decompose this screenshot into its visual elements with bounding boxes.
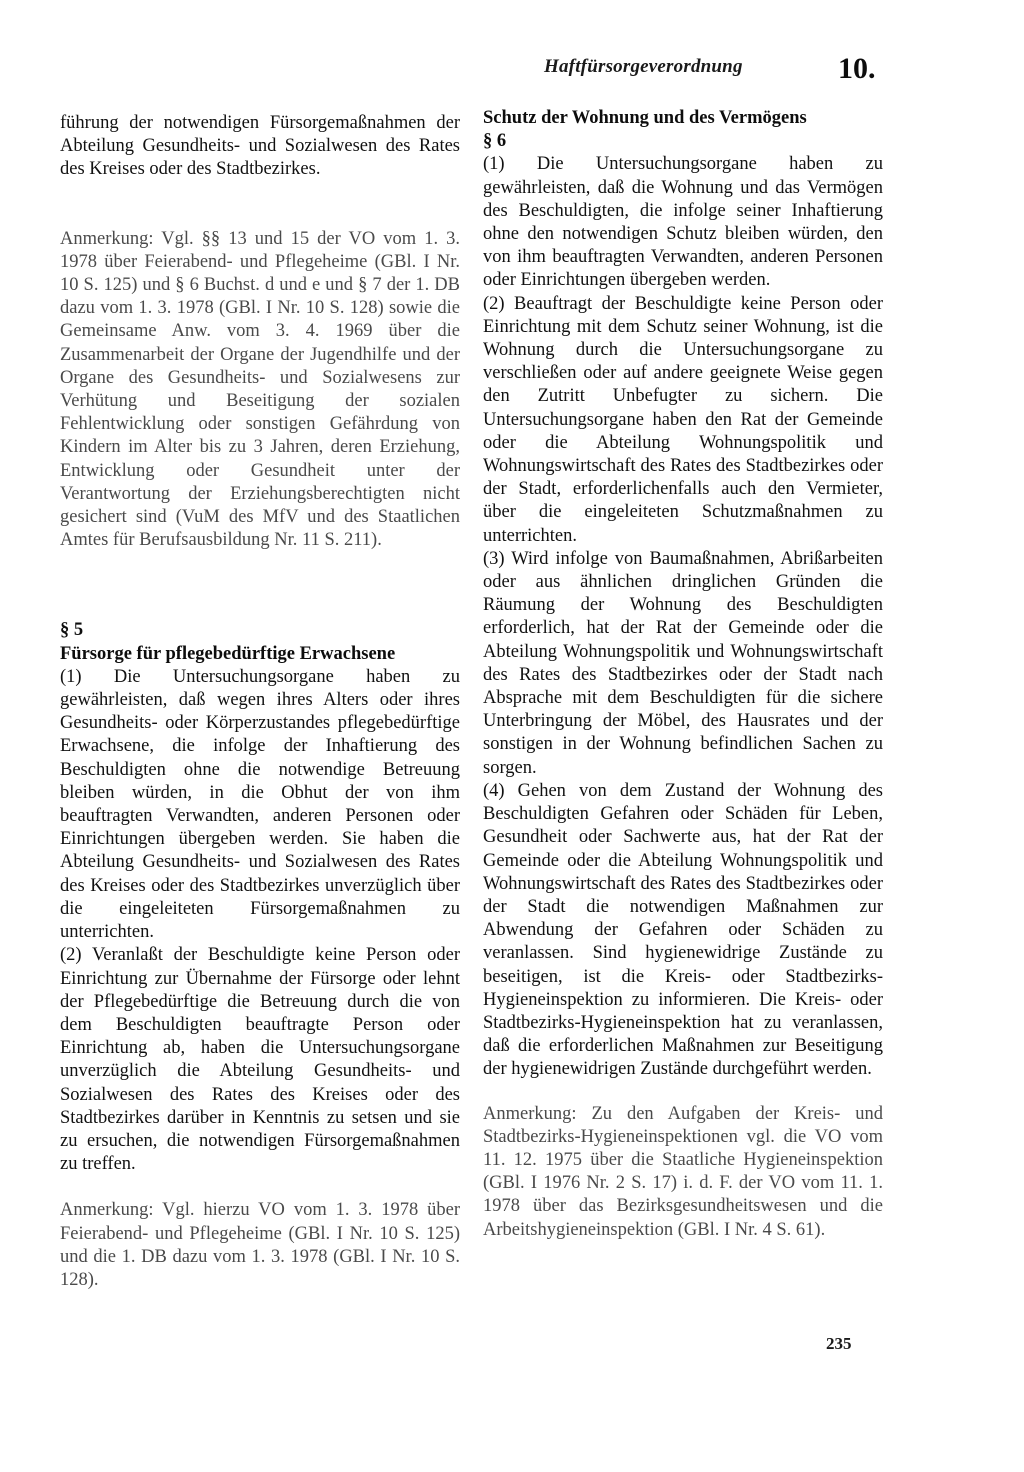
right-column xyxy=(483,107,883,1242)
section-number: § 6 xyxy=(483,131,507,152)
annotation-note: Anmerkung: Vgl. §§ 13 und 15 der VO vom 1. 3. 1978 über Feierabend- und Pflegeheime (GBl. I Nr. 10 S. 125) und § 6 Buchst. d und e und § 7 der 1. DB dazu vom 1. 3. 1978 (GBl. I Nr. 10 S. 128) sowie die Gemeinsame Anw. vom 3. 4. 1969 über die Zusammenarbeit der Organe der Jugendhilfe und der Organe des Gesundheits- und Sozialwesens zur Verhütung und Beseitigung der sozialen Fehlentwicklung oder sonstigen Gefährdung von Kindern im Alter bis zu 3 Jahren, deren Erziehung, Entwicklung oder Gesundheit unter der Verantwortung der Erziehungsberechtigten nicht gesichert sind (VuM des MfV und des Staatlichen Amtes für Berufsausbildung Nr. 11 S. 211). xyxy=(60,228,460,551)
chapter-number: 10. xyxy=(838,52,876,85)
annotation-note: Anmerkung: Vgl. hierzu VO vom 1. 3. 1978 über Feierabend- und Pflegeheime (GBl. I Nr. 10 S. 125) und die 1. DB dazu vom 1. 3. 1978 (GBl. I Nr. 10 S. 128). xyxy=(60,1200,460,1290)
section-title: Fürsorge für pflegebedürftige Erwachsene xyxy=(60,643,396,664)
section-paragraph: (2) Veranlaßt der Beschuldigte keine Person oder Einrichtung zur Übernahme der Fürsorge oder lehnt der Pflegebedürftige die Betreuung durch die von dem Beschuldigten beauftragte Person oder Einrichtung ab, haben die Untersuchungsorgane unverzüglich die Abteilung Gesundheits- und Sozialwesen des Rates des Kreises oder des Stadtbezirkes darüber in Kenntnis zu setsen und sie zu ersuchen, die notwendigen Fürsorgemaßnahmen zu treffen. xyxy=(60,945,460,1175)
section-paragraph: (1) Die Untersuchungsorgane haben zu gewährleisten, daß die Wohnung und das Vermögen des Beschuldigten, die infolge seiner Inhaftierung ohne den notwendigen Schutz bleiben würden, den von ihm beauftragten Verwandten, anderen Personen oder Einrichtungen übergeben werden. xyxy=(483,154,883,291)
continuation-paragraph: führung der notwendigen Fürsorgemaßnahmen der Abteilung Gesundheits- und Sozialwesen des Rates des Kreises oder des Stadtbezirkes. xyxy=(60,113,460,180)
annotation-note: Anmerkung: Zu den Aufgaben der Kreis- und Stadtbezirks-Hygieneinspektionen vgl. die VO vom 11. 12. 1975 über die Staatliche Hygieneinspektion (GBl. I 1976 Nr. 2 S. 17) i. d. F. der VO vom 11. 1. 1978 über das Bezirksgesundheitswesen und die Arbeitshygieneinspektion (GBl. I Nr. 4 S. 61). xyxy=(483,1103,883,1240)
running-title: Haftfürsorgeverordnung xyxy=(544,56,743,77)
page-number: 235 xyxy=(826,1334,852,1353)
section-paragraph: (1) Die Untersuchungsorgane haben zu gewährleisten, daß wegen ihres Alters oder ihres Gesundheits- oder Körperzustandes pflegebedürftige Erwachsene, die infolge der Inhaftierung des Beschuldigten ohne die notwendige Betreuung bleiben würden, in die Obhut der von ihm beauftragten Verwandten, anderen Personen oder Einrichtungen übergeben werden. Sie haben die Abteilung Gesundheits- und Sozialwesen des Rates des Kreises oder des Stadtbezirkes unverzüglich über die eingeleiteten Fürsorgemaßnahmen zu unterrichten. xyxy=(60,666,460,943)
left-column xyxy=(60,112,460,1292)
section-title: Schutz der Wohnung und des Vermögens xyxy=(483,108,807,128)
section-paragraph: (3) Wird infolge von Baumaßnahmen, Abrißarbeiten oder aus ähnlichen dringlichen Gründen die Räumung der Wohnung des Beschuldigten erforderlich, hat der Rat der Gemeinde oder die Abteilung Wohnungspolitik und Wohnungswirtschaft des Rates des Stadtbezirkes oder der Stadt nach Absprache mit dem Beschuldigten für die sichere Unterbringung der Möbel, des Hausrates und der sonstigen in der Wohnung befindlichen Sachen zu sorgen. xyxy=(483,548,883,778)
section-paragraph: (2) Beauftragt der Beschuldigte keine Person oder Einrichtung mit dem Schutz seiner Wohnung, ist die Wohnung durch die Untersuchungsorgane zu verschließen oder auf andere geeignete Weise gegen den Zutritt Unbefugter zu sichern. Die Untersuchungsorgane haben den Rat der Gemeinde oder die Abteilung Wohnungspolitik und Wohnungswirtschaft des Rates des Stadtbezirkes oder der Stadt, erforderlichenfalls auch den Vermieter, über die eingeleiteten Schutzmaßnahmen zu unterrichten. xyxy=(483,293,883,546)
section-number: § 5 xyxy=(60,620,84,641)
section-paragraph: (4) Gehen von dem Zustand der Wohnung des Beschuldigten Gefahren oder Schäden für Leben, Gesundheit oder Sachwerte aus, hat der Rat der Gemeinde oder die Abteilung Wohnungspolitik und Wohnungswirtschaft des Rates des Stadtbezirkes oder der Stadt die notwendigen Maßnahmen zur Abwendung der Gefahren oder Schäden zu veranlassen. Sind hygienewidrige Zustände zu beseitigen, ist die Kreis- oder Stadtbezirks-Hygieneinspektion zu informieren. Die Kreis- oder Stadtbezirks-Hygieneinspektion hat zu veranlassen, daß die erforderlichen Maßnahmen zur Beseitigung der hygienewidrigen Zustände durchgeführt werden. xyxy=(483,780,883,1080)
